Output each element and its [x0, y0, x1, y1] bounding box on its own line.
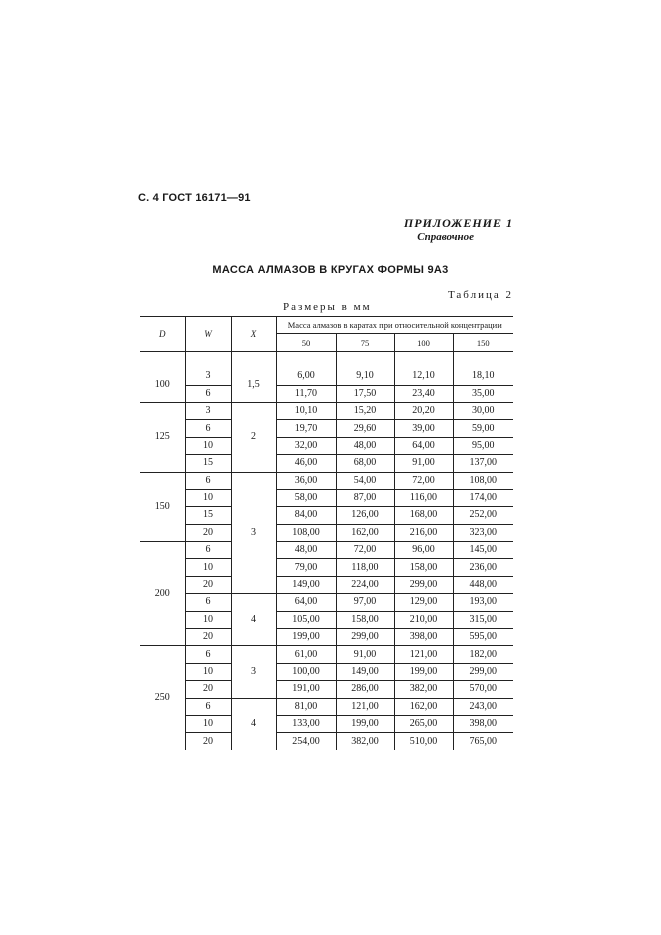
cell-x: 4: [231, 698, 276, 750]
cell-d: 250: [154, 692, 170, 704]
table-row: [140, 663, 513, 680]
cell-w: 10: [185, 489, 231, 506]
cell-value: 118,00: [336, 559, 394, 576]
table-row: [140, 455, 513, 472]
cell-value: 95,00: [453, 437, 513, 454]
cell-value: 191,00: [276, 681, 336, 698]
col-head-w: W: [185, 317, 231, 352]
cell-value: 39,00: [394, 420, 453, 437]
cell-value: 182,00: [453, 646, 513, 663]
cell-value: 236,00: [453, 559, 513, 576]
col-head-conc-50: 50: [276, 334, 336, 351]
cell-value: 133,00: [276, 715, 336, 732]
cell-value: 129,00: [394, 594, 453, 611]
appendix-subtitle: Справочное: [417, 231, 474, 243]
table-header-row: [140, 317, 513, 334]
cell-value: 91,00: [394, 455, 453, 472]
cell-value: 20,20: [394, 402, 453, 419]
cell-value: 10,10: [276, 402, 336, 419]
cell-value: 48,00: [276, 542, 336, 559]
cell-value: 46,00: [276, 455, 336, 472]
cell-w: 6: [185, 542, 231, 559]
cell-value: 35,00: [453, 385, 513, 402]
cell-w: 20: [185, 576, 231, 593]
cell-d: 100: [140, 368, 185, 402]
cell-value: 252,00: [453, 507, 513, 524]
cell-value: 15,20: [336, 402, 394, 419]
table-row: [140, 715, 513, 732]
table-row: [140, 542, 513, 559]
cell-value: 19,70: [276, 420, 336, 437]
cell-value: 216,00: [394, 524, 453, 541]
cell-value: 84,00: [276, 507, 336, 524]
cell-value: 145,00: [453, 542, 513, 559]
cell-value: 81,00: [276, 698, 336, 715]
cell-w: 6: [185, 472, 231, 489]
cell-value: 72,00: [336, 542, 394, 559]
cell-value: 12,10: [394, 368, 453, 385]
table-row: [140, 594, 513, 611]
cell-w: 3: [185, 368, 231, 385]
cell-value: 105,00: [276, 611, 336, 628]
cell-value: 398,00: [453, 715, 513, 732]
cell-value: 61,00: [276, 646, 336, 663]
cell-value: 59,00: [453, 420, 513, 437]
cell-value: 193,00: [453, 594, 513, 611]
cell-value: 199,00: [276, 629, 336, 646]
cell-value: 11,70: [276, 385, 336, 402]
table-row: [140, 611, 513, 628]
cell-x: 3: [231, 646, 276, 698]
cell-value: 168,00: [394, 507, 453, 524]
cell-value: 72,00: [394, 472, 453, 489]
table-row: [140, 629, 513, 646]
cell-value: 162,00: [394, 698, 453, 715]
cell-value: 199,00: [336, 715, 394, 732]
cell-w: 10: [185, 663, 231, 680]
cell-w: 6: [185, 420, 231, 437]
cell-value: 68,00: [336, 455, 394, 472]
table-row: [140, 576, 513, 593]
cell-value: 510,00: [394, 733, 453, 750]
cell-value: 36,00: [276, 472, 336, 489]
table-row: [140, 489, 513, 506]
col-head-conc-75: 75: [336, 334, 394, 351]
cell-value: 64,00: [394, 437, 453, 454]
table-row: [140, 559, 513, 576]
cell-value: 87,00: [336, 489, 394, 506]
cell-value: 18,10: [453, 368, 513, 385]
cell-value: 299,00: [394, 576, 453, 593]
cell-value: 79,00: [276, 559, 336, 576]
cell-w: 10: [185, 437, 231, 454]
cell-w: 20: [185, 524, 231, 541]
cell-w: 20: [185, 681, 231, 698]
cell-w: 15: [185, 455, 231, 472]
table-label: Таблица 2: [447, 289, 513, 301]
cell-value: 29,60: [336, 420, 394, 437]
cell-value: 286,00: [336, 681, 394, 698]
cell-value: 570,00: [453, 681, 513, 698]
cell-value: 158,00: [394, 559, 453, 576]
table-row: [140, 507, 513, 524]
cell-value: 299,00: [336, 629, 394, 646]
col-head-conc-100: 100: [394, 334, 453, 351]
cell-x: 1,5: [231, 368, 276, 402]
col-head-mass: Масса алмазов в каратах при относительной концентрации: [276, 317, 513, 334]
table-row: [140, 402, 513, 419]
table-row: [140, 681, 513, 698]
cell-value: 315,00: [453, 611, 513, 628]
cell-value: 100,00: [276, 663, 336, 680]
cell-w: 15: [185, 507, 231, 524]
appendix-title: ПРИЛОЖЕНИЕ 1: [403, 216, 513, 230]
cell-value: 162,00: [336, 524, 394, 541]
cell-value: 158,00: [336, 611, 394, 628]
col-head-d: D: [140, 317, 185, 352]
table-row: [140, 368, 513, 385]
cell-w: 10: [185, 715, 231, 732]
cell-value: 299,00: [453, 663, 513, 680]
cell-value: 224,00: [336, 576, 394, 593]
cell-value: 121,00: [394, 646, 453, 663]
cell-d: 125: [140, 402, 185, 472]
cell-value: 199,00: [394, 663, 453, 680]
table-row: [140, 646, 513, 663]
cell-value: 9,10: [336, 368, 394, 385]
table-row: [140, 472, 513, 489]
cell-value: 6,00: [276, 368, 336, 385]
cell-value: 97,00: [336, 594, 394, 611]
col-head-conc-150: 150: [453, 334, 513, 351]
cell-value: 265,00: [394, 715, 453, 732]
cell-value: 210,00: [394, 611, 453, 628]
units-note: Размеры в мм: [283, 301, 372, 313]
table-row: [140, 385, 513, 402]
cell-value: 58,00: [276, 489, 336, 506]
cell-w: 10: [185, 611, 231, 628]
cell-value: 54,00: [336, 472, 394, 489]
header-gap: [140, 351, 513, 368]
cell-value: 116,00: [394, 489, 453, 506]
cell-value: 121,00: [336, 698, 394, 715]
cell-value: 448,00: [453, 576, 513, 593]
table-row: [140, 437, 513, 454]
cell-value: 243,00: [453, 698, 513, 715]
table-row: [140, 733, 513, 750]
cell-value: 382,00: [336, 733, 394, 750]
cell-value: 30,00: [453, 402, 513, 419]
cell-value: 91,00: [336, 646, 394, 663]
cell-w: 6: [185, 698, 231, 715]
cell-w: 6: [185, 385, 231, 402]
cell-d: 200: [140, 542, 185, 646]
cell-w: 10: [185, 559, 231, 576]
cell-x: 4: [231, 594, 276, 646]
cell-value: 48,00: [336, 437, 394, 454]
cell-w: 6: [185, 594, 231, 611]
cell-d: 150: [140, 472, 185, 542]
cell-value: 17,50: [336, 385, 394, 402]
cell-x: 3: [231, 472, 276, 594]
cell-value: 254,00: [276, 733, 336, 750]
table-row: [140, 420, 513, 437]
cell-value: 32,00: [276, 437, 336, 454]
cell-value: 149,00: [336, 663, 394, 680]
cell-w: 6: [185, 646, 231, 663]
table-row: [140, 524, 513, 541]
document-title: МАССА АЛМАЗОВ В КРУГАХ ФОРМЫ 9А3: [212, 264, 449, 276]
cell-value: 108,00: [276, 524, 336, 541]
cell-value: 96,00: [394, 542, 453, 559]
cell-value: 23,40: [394, 385, 453, 402]
cell-value: 323,00: [453, 524, 513, 541]
cell-value: 126,00: [336, 507, 394, 524]
table-row: [140, 698, 513, 715]
cell-value: 108,00: [453, 472, 513, 489]
cell-value: 137,00: [453, 455, 513, 472]
mass-table: [140, 316, 513, 750]
cell-w: 3: [185, 402, 231, 419]
cell-w: 20: [185, 733, 231, 750]
col-head-x: X: [231, 317, 276, 352]
cell-value: 595,00: [453, 629, 513, 646]
cell-value: 765,00: [453, 733, 513, 750]
cell-value: 398,00: [394, 629, 453, 646]
cell-value: 382,00: [394, 681, 453, 698]
cell-value: 174,00: [453, 489, 513, 506]
cell-value: 64,00: [276, 594, 336, 611]
cell-w: 20: [185, 629, 231, 646]
cell-x: 2: [231, 402, 276, 472]
page-header: С. 4 ГОСТ 16171—91: [138, 192, 251, 204]
cell-value: 149,00: [276, 576, 336, 593]
